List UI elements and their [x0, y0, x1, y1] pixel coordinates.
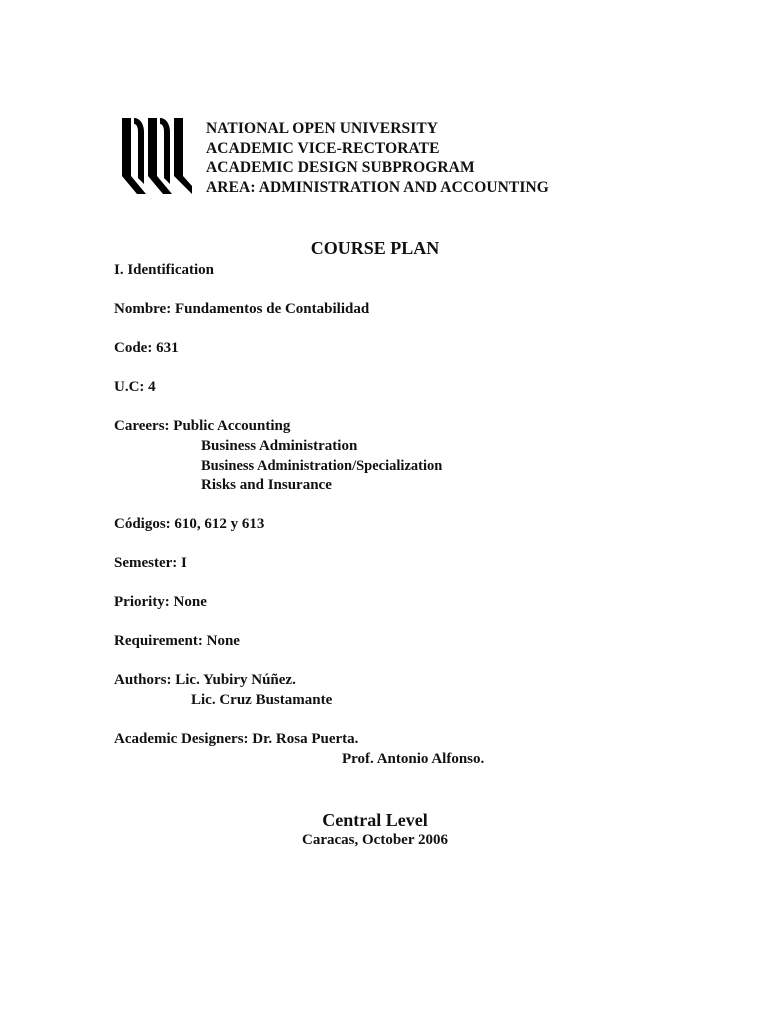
careers-label: Careers: Public Accounting — [114, 418, 291, 434]
course-name: Nombre: Fundamentos de Contabilidad — [114, 301, 370, 317]
career-item: Business Administration — [201, 438, 358, 454]
central-level: Central Level — [322, 810, 428, 830]
area-line: AREA: ADMINISTRATION AND ACCOUNTING — [206, 178, 549, 196]
author-item: Lic. Cruz Bustamante — [191, 692, 333, 708]
institution-name: NATIONAL OPEN UNIVERSITY — [206, 120, 439, 137]
credit-units: U.C: 4 — [114, 379, 156, 395]
section-heading: I. Identification — [114, 262, 215, 278]
authors: Authors: Lic. Yubiry Núñez. — [114, 672, 296, 688]
requirement: Requirement: None — [114, 633, 240, 649]
semester: Semester: I — [114, 555, 187, 571]
place-date: Caracas, October 2006 — [302, 832, 448, 848]
designer-item: Prof. Antonio Alfonso. — [342, 751, 485, 767]
course-code: Code: 631 — [114, 340, 179, 356]
academic-designers: Academic Designers: Dr. Rosa Puerta. — [114, 731, 359, 747]
vice-rectorate-line: ACADEMIC VICE-RECTORATE — [206, 139, 440, 157]
priority: Priority: None — [114, 594, 207, 610]
institution-header — [206, 119, 549, 197]
document-title: COURSE PLAN — [310, 238, 440, 258]
university-logo-icon — [118, 116, 192, 194]
career-codes: Códigos: 610, 612 y 613 — [114, 516, 265, 532]
career-item: Risks and Insurance — [201, 477, 332, 493]
subprogram-line: ACADEMIC DESIGN SUBPROGRAM — [206, 159, 475, 176]
career-item: Business Administration/Specialization — [201, 458, 443, 474]
